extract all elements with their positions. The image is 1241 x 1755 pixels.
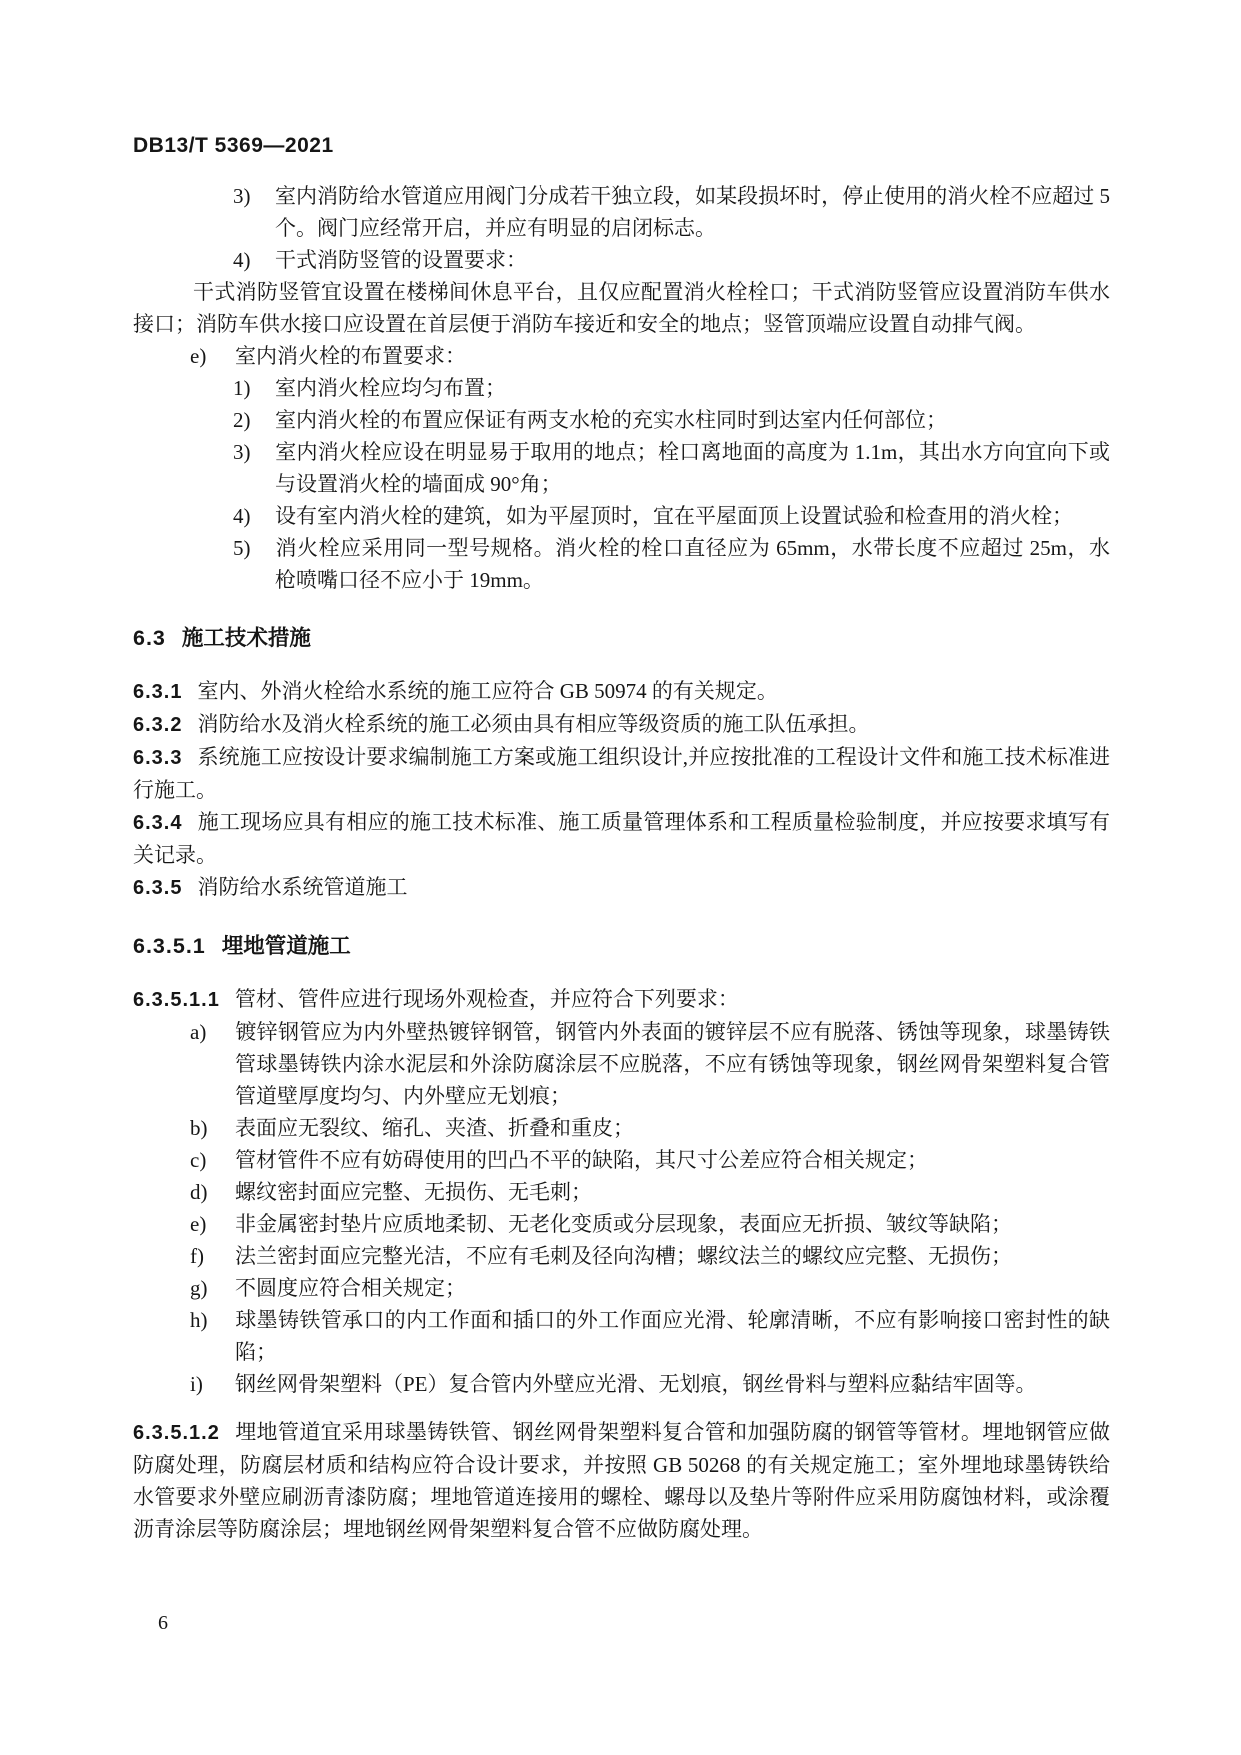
list-item-text: 不圆度应符合相关规定； (235, 1276, 466, 1300)
section-heading (133, 930, 1110, 962)
list-item (133, 1304, 1110, 1368)
clause-number: 6.3.2 (133, 714, 183, 736)
list-item (133, 436, 1110, 500)
paragraph: 干式消防竖管宜设置在楼梯间休息平台，且仅应配置消火栓栓口；干式消防竖管应设置消防车供水接口；消防车供水接口应设置在首层便于消防车接近和安全的地点；竖管顶端应设置自动排气阀。 (133, 280, 1110, 336)
clause-paragraph (133, 806, 1110, 871)
list-item-label: 1) (233, 376, 251, 400)
list-item-text: 干式消防竖管的设置要求： (275, 248, 527, 272)
list-item-label: 4) (233, 248, 251, 272)
clause-text: 系统施工应按设计要求编制施工方案或施工组织设计,并应按批准的工程设计文件和施工技术标准进行施工。 (133, 745, 1110, 802)
clause-number: 6.3.5.1.2 (133, 1422, 220, 1444)
list-item (133, 404, 1110, 436)
clause-number: 6.3.5.1.1 (133, 989, 220, 1011)
list-item-text: 螺纹密封面应完整、无损伤、无毛刺； (235, 1180, 592, 1204)
list-item (133, 500, 1110, 532)
list-item (133, 532, 1110, 596)
clause-paragraph (133, 871, 1110, 904)
list-item-label: i) (190, 1372, 203, 1396)
clause-text: 管材、管件应进行现场外观检查，并应符合下列要求： (234, 987, 739, 1011)
list-item-text: 管材管件不应有妨碍使用的凹凸不平的缺陷，其尺寸公差应符合相关规定； (235, 1148, 928, 1172)
list-item-label: 4) (233, 504, 251, 528)
section-number: 6.3 (133, 626, 166, 650)
clause-paragraph (133, 983, 1110, 1016)
section-title: 埋地管道施工 (221, 934, 351, 958)
list-item-text: 消火栓应采用同一型号规格。消火栓的栓口直径应为 65mm，水带长度不应超过 25m，水枪喷嘴口径不应小于 19mm。 (275, 536, 1110, 592)
clause-text: 消防给水及消火栓系统的施工必须由具有相应等级资质的施工队伍承担。 (197, 712, 870, 736)
list-item-label: b) (190, 1116, 208, 1140)
list-item-label: 5) (233, 536, 251, 560)
list-item (133, 1112, 1110, 1144)
list-item-text: 钢丝网骨架塑料（PE）复合管内外壁应光滑、无划痕，钢丝骨料与塑料应黏结牢固等。 (235, 1372, 1037, 1396)
list-item-text: 室内消火栓应均匀布置； (275, 376, 506, 400)
list-item (133, 340, 1110, 372)
list-item (133, 1208, 1110, 1240)
list-item-label: 3) (233, 440, 251, 464)
list-item (133, 180, 1110, 244)
list-item (133, 1272, 1110, 1304)
clause-text: 施工现场应具有相应的施工技术标准、施工质量管理体系和工程质量检验制度，并应按要求填写有关记录。 (133, 810, 1110, 867)
list-item-text: 室内消火栓的布置要求： (235, 344, 466, 368)
list-item-text: 室内消火栓的布置应保证有两支水枪的充实水柱同时到达室内任何部位； (275, 408, 947, 432)
list-item-label: f) (190, 1244, 204, 1268)
list-item-text: 镀锌钢管应为内外壁热镀锌钢管，钢管内外表面的镀锌层不应有脱落、锈蚀等现象，球墨铸铁管球墨铸铁内涂水泥层和外涂防腐涂层不应脱落，不应有锈蚀等现象，钢丝网骨架塑料复合管管道壁厚度均匀、内外壁应无划痕； (235, 1020, 1110, 1108)
list-item-label: c) (190, 1148, 207, 1172)
list-item-text: 非金属密封垫片应质地柔韧、无老化变质或分层现象，表面应无折损、皱纹等缺陷； (235, 1212, 1012, 1236)
clause-number: 6.3.1 (133, 681, 183, 703)
clause-number: 6.3.4 (133, 812, 183, 834)
list-item-text: 法兰密封面应完整光洁，不应有毛刺及径向沟槽；螺纹法兰的螺纹应完整、无损伤； (235, 1244, 1012, 1268)
list-item-text: 室内消火栓应设在明显易于取用的地点；栓口离地面的高度为 1.1m，其出水方向宜向下或与设置消火栓的墙面成 90°角； (275, 440, 1110, 496)
list-item-label: h) (190, 1308, 208, 1332)
list-item (133, 1176, 1110, 1208)
section-title: 施工技术措施 (181, 626, 311, 650)
clause-text: 消防给水系统管道施工 (197, 875, 408, 899)
list-item (133, 1240, 1110, 1272)
list-item-text: 球墨铸铁管承口的内工作面和插口的外工作面应光滑、轮廓清晰，不应有影响接口密封性的缺陷； (235, 1308, 1110, 1364)
clause-text: 埋地管道宜采用球墨铸铁管、钢丝网骨架塑料复合管和加强防腐的钢管等管材。埋地钢管应做防腐处理，防腐层材质和结构应符合设计要求，并按照 GB 50268 的有关规定施工；室外埋地球墨铸铁给水管要求外壁应刷沥青漆防腐；埋地管道连接用的螺栓、螺母以及垫片等附件应采用防腐蚀材料，或涂覆沥青涂层等防腐涂层；埋地钢丝网骨架塑料复合管不应做防腐处理。 (133, 1420, 1110, 1541)
list-item-label: 2) (233, 408, 251, 432)
list-item-label: d) (190, 1180, 208, 1204)
clause-text: 室内、外消火栓给水系统的施工应符合 GB 50974 的有关规定。 (197, 679, 778, 703)
section-heading (133, 622, 1110, 654)
clause-paragraph (133, 741, 1110, 806)
section-number: 6.3.5.1 (133, 934, 206, 958)
list-item-label: e) (190, 1212, 207, 1236)
list-item (133, 1016, 1110, 1112)
standard-number: DB13/T 5369—2021 (133, 134, 334, 157)
page-number: 6 (158, 1612, 168, 1634)
list-item (133, 1368, 1110, 1400)
list-item-text: 设有室内消火栓的建筑，如为平屋顶时，宜在平屋面顶上设置试验和检查用的消火栓； (275, 504, 1073, 528)
list-item-label: a) (190, 1020, 207, 1044)
clause-paragraph (133, 675, 1110, 708)
list-item-text: 室内消防给水管道应用阀门分成若干独立段，如某段损坏时，停止使用的消火栓不应超过 5 个。阀门应经常开启，并应有明显的启闭标志。 (275, 184, 1110, 240)
list-item-label: e) (190, 344, 207, 368)
list-item (133, 372, 1110, 404)
document-body (133, 180, 1110, 1545)
list-item (133, 244, 1110, 276)
clause-paragraph (133, 708, 1110, 741)
clause-paragraph (133, 1416, 1110, 1545)
clause-number: 6.3.3 (133, 747, 183, 769)
list-item (133, 1144, 1110, 1176)
list-item-label: 3) (233, 184, 251, 208)
clause-number: 6.3.5 (133, 877, 183, 899)
list-item-text: 表面应无裂纹、缩孔、夹渣、折叠和重皮； (235, 1116, 634, 1140)
list-item-label: g) (190, 1276, 208, 1300)
